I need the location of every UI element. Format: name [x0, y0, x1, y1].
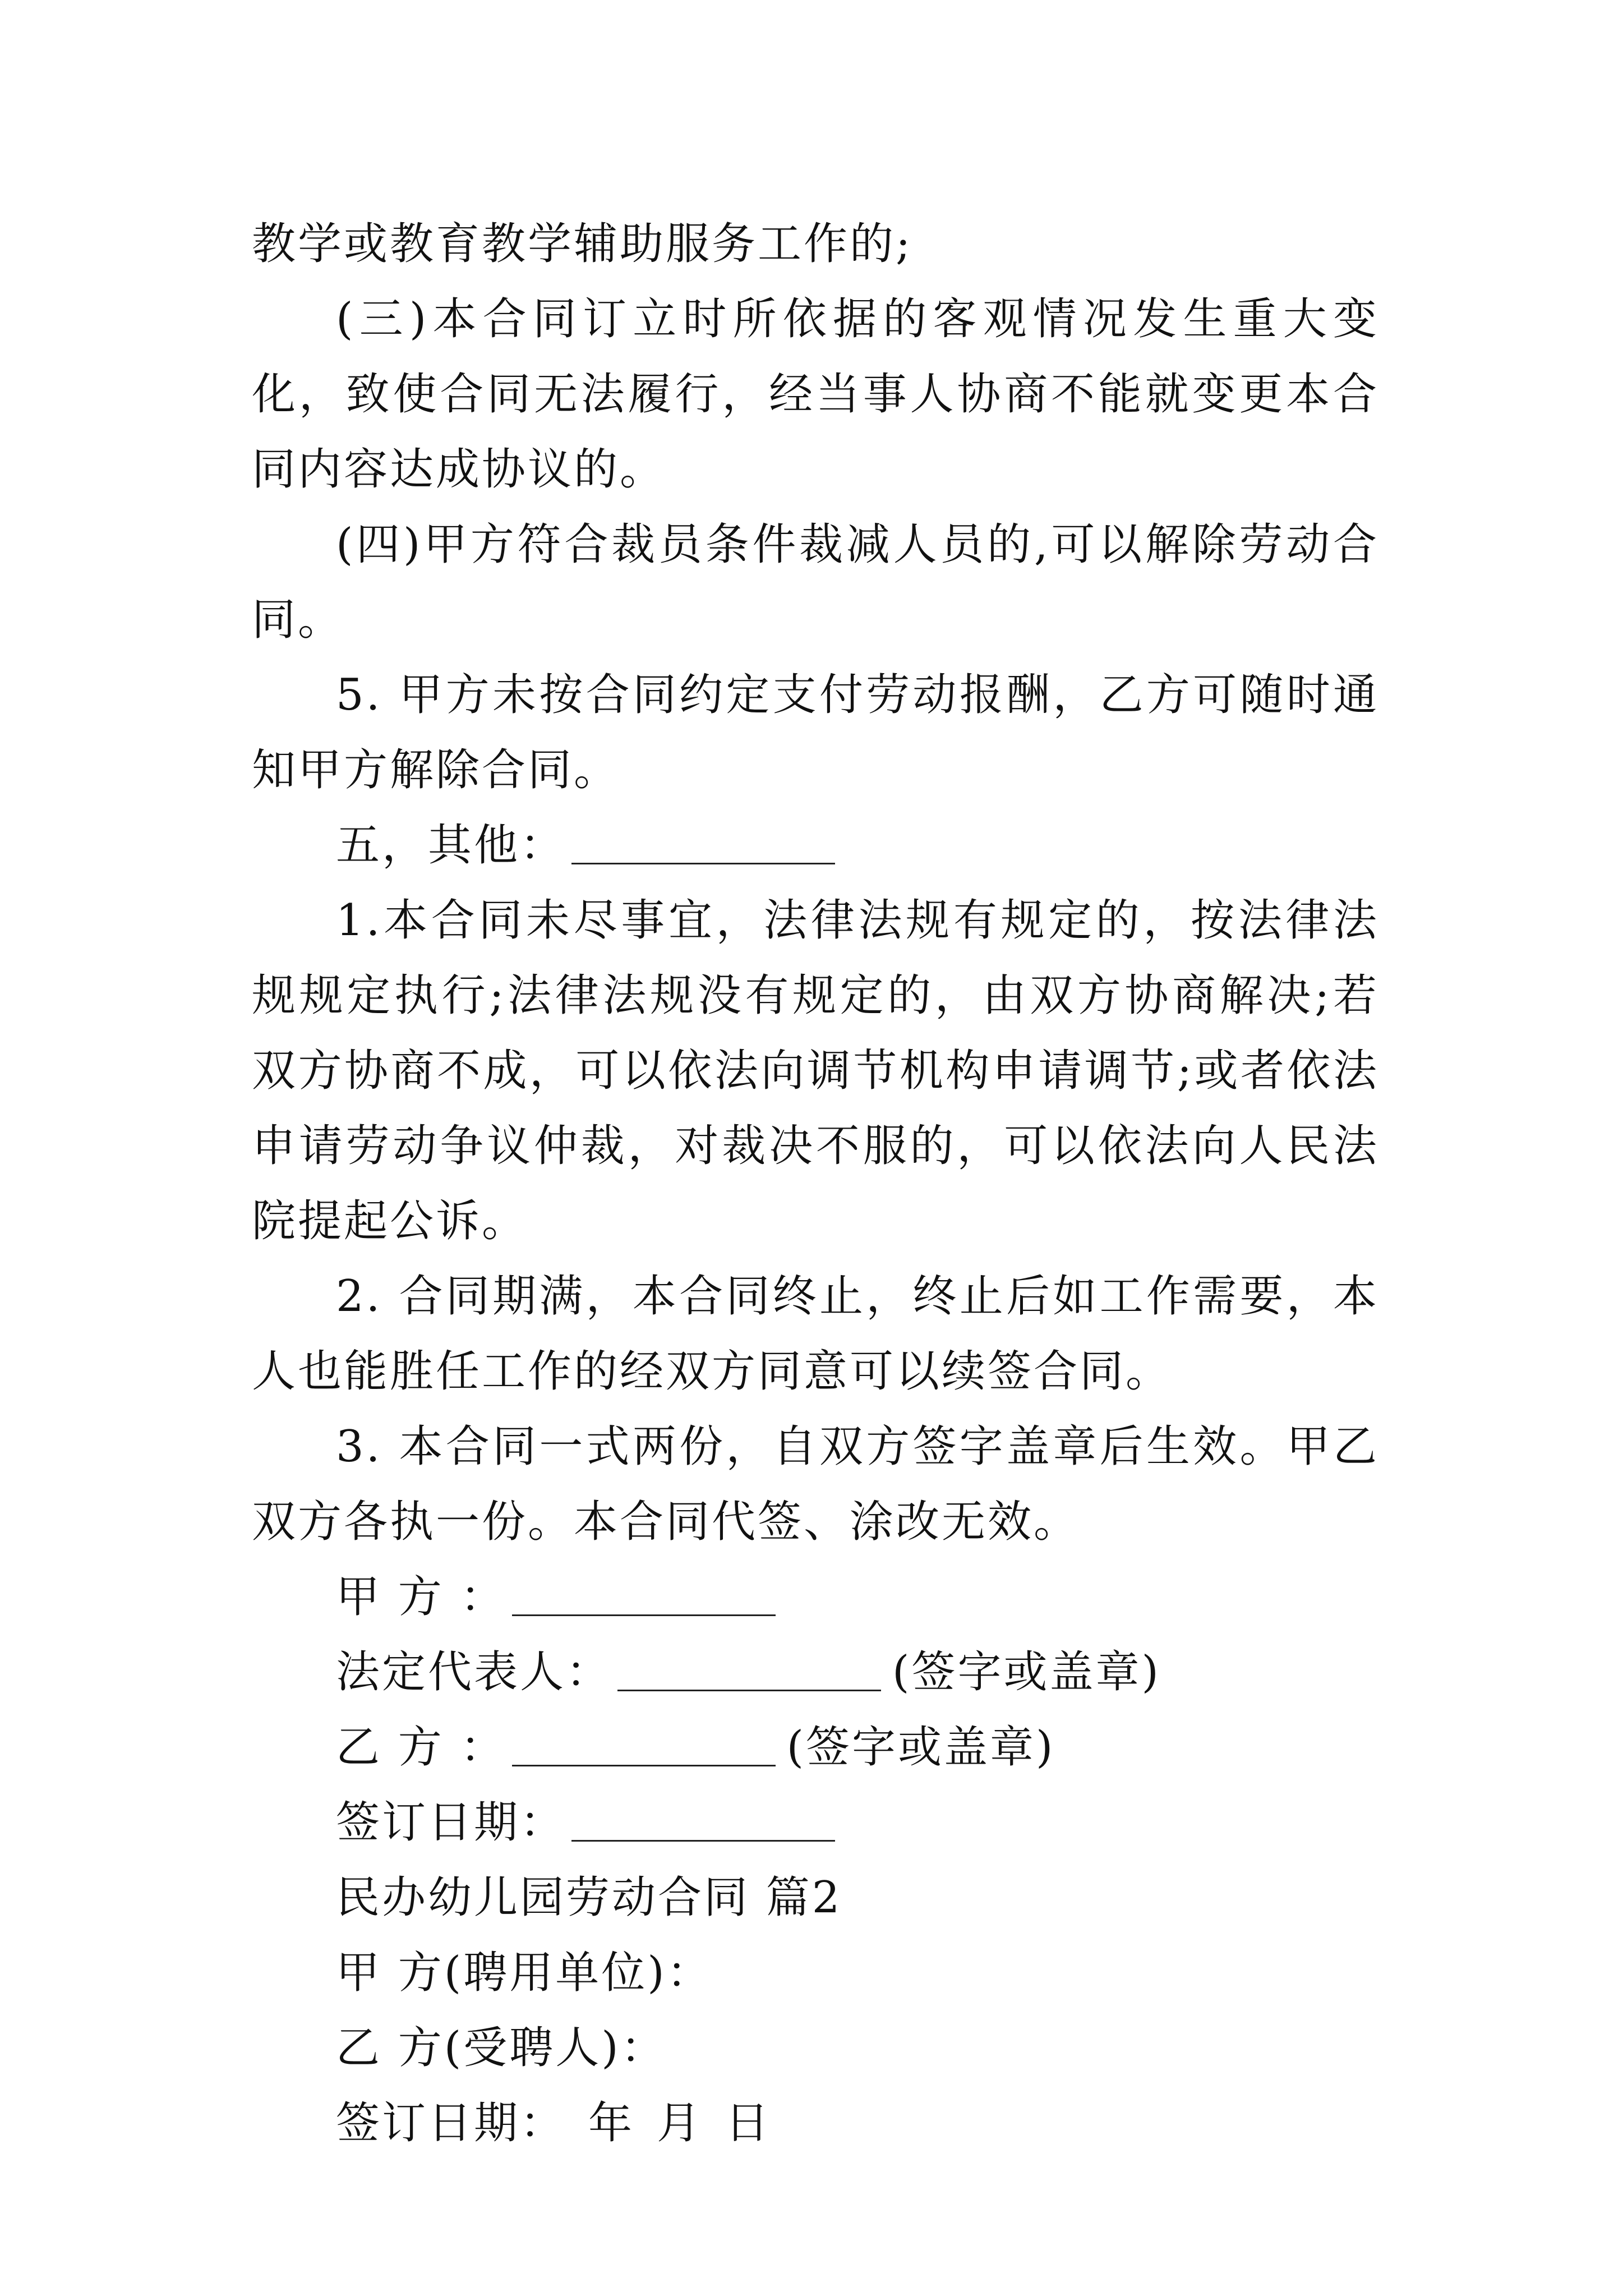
section-heading-label: 五，其他： [336, 820, 566, 871]
date-year: 年 [588, 2098, 635, 2148]
party-a-label: 甲 方 ： [336, 1572, 506, 1622]
legal-rep-note: (签字或盖章) [892, 1647, 1161, 1697]
fill-in-blank [617, 1646, 881, 1691]
signature-party-b [252, 1710, 1379, 1785]
paragraph: (三)本合同订立时所依据的客观情况发生重大变化，致使合同无法履行，经当事人协商不能就变更本合同内容达成协议的。 [252, 294, 1379, 495]
fill-in-blank [571, 819, 835, 864]
clause: 3. 本合同一式两份，自双方签字盖章后生效。甲乙双方各执一份。本合同代签、涂改无效。 [252, 1421, 1379, 1547]
signature-legal-rep [252, 1635, 1379, 1710]
paragraph: 教学或教育教学辅助服务工作的; [252, 219, 913, 269]
second-contract-date [252, 2086, 1379, 2161]
section-heading-other [252, 808, 1379, 883]
second-date-label: 签订日期： [336, 2098, 566, 2148]
legal-rep-label: 法定代表人： [336, 1647, 612, 1697]
second-contract-title: 民办幼儿园劳动合同 篇2 [336, 1872, 842, 1923]
fill-in-blank [512, 1721, 776, 1766]
paragraph: 5. 甲方未按合同约定支付劳动报酬，乙方可随时通知甲方解除合同。 [252, 670, 1379, 795]
paragraph: (四)甲方符合裁员条件裁减人员的,可以解除劳动合同。 [252, 519, 1379, 645]
date-month: 月 [657, 2098, 703, 2148]
second-contract-party-b: 乙 方(受聘人)： [336, 2023, 667, 2073]
document-body [252, 206, 1379, 2161]
second-contract-party-a: 甲 方(聘用单位)： [336, 1948, 713, 1998]
clause: 2. 合同期满，本合同终止，终止后如工作需要，本人也能胜任工作的经双方同意可以续签合同。 [252, 1271, 1379, 1397]
signature-date [252, 1785, 1379, 1860]
date-label: 签订日期： [336, 1797, 566, 1848]
clause: 1.本合同未尽事宜，法律法规有规定的，按法律法规规定执行;法律法规没有规定的，由双方协商解决;若双方协商不成，可以依法向调节机构申请调节;或者依法申请劳动争议仲裁，对裁决不服的，可以依法向人民法院提起公诉。 [252, 895, 1379, 1246]
fill-in-blank [571, 1796, 835, 1842]
date-day: 日 [725, 2098, 772, 2148]
party-b-note: (签字或盖章) [786, 1722, 1055, 1773]
signature-party-a [252, 1559, 1379, 1635]
fill-in-blank [512, 1571, 776, 1616]
party-b-label: 乙 方 ： [336, 1722, 506, 1773]
